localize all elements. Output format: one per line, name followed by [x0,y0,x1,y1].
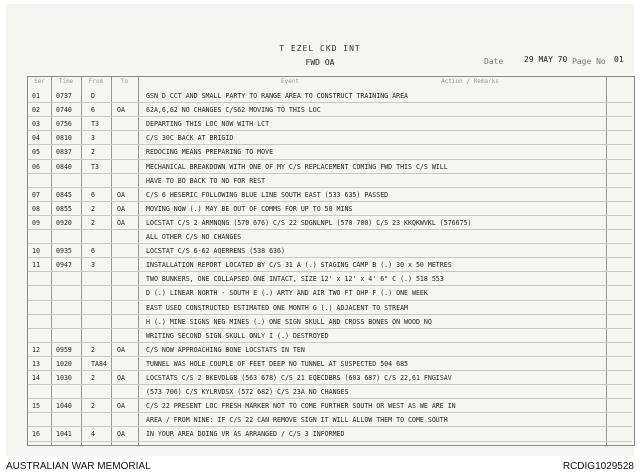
log-ser: 16 [32,430,40,439]
log-entry-text: LOCSTAT C/S 2 ARMNQNG (570 676) C/S 22 SDGNLNPL (570 700) C/S 23 KKQKWVKL (576675) [146,218,472,227]
log-entry-text: TUNNEL WAS HOLE COUPLE OF FEET DEEP NO TUNNEL AT SUSPECTED 504 685 [146,359,409,368]
log-from: 2 [91,204,95,213]
log-entry-text: INSTALLATION REPORT LOCATED BY C/S 31 A (.) STAGING CAMP B (.) 30 x 50 METRES [146,261,452,270]
log-entry-text: C/S 22 PRESENT LOC FRESH MARKER NOT TO COME FURTHER SOUTH OR WEST AS WE ARE IN [146,402,456,411]
row-rule [28,426,632,427]
log-ser: 15 [32,402,40,411]
col-header-from: From [88,78,104,85]
log-ser: 13 [32,359,40,368]
archive-credit: AUSTRALIAN WAR MEMORIAL [6,461,151,472]
log-entry-text: 62A,6,62 NO CHANGES C/S62 MOVING TO THIS LOC [146,106,321,115]
row-rule [28,144,632,145]
log-to: OA [117,190,125,199]
log-ser: 04 [32,134,40,143]
log-ser: 05 [32,148,40,157]
log-to: OA [117,374,125,382]
unit-name: FWD OA [305,58,335,67]
log-from: 2 [91,374,95,382]
log-from: 6 [91,106,95,115]
log-time: 1041 [56,430,72,439]
log-ser: 14 [32,374,40,382]
log-ser: 07 [32,190,40,199]
log-to: OA [117,106,125,115]
row-rule [28,257,632,258]
log-from: 2 [91,345,95,354]
log-time: 0840 [56,162,72,171]
log-from: 3 [91,261,95,270]
log-time: 0810 [56,134,72,143]
column-divider [606,77,607,445]
row-rule [28,356,632,357]
column-divider [138,77,139,445]
log-entry-text: MECHANICAL BREAKDOWN WITH ONE OF MY C/S REPLACEMENT COMING FWD THIS C/S WILL [146,162,448,171]
log-time: 0740 [56,106,72,115]
log-ser: 03 [32,120,40,129]
column-divider [51,77,52,445]
log-entry-text: C/S 6 HESERIC FOLLOWING BLUE LINE SOUTH EAST (533 635) PASSED [146,190,389,199]
log-entry-text: H (.) MINE SIGNS NEG MINES (.) ONE SIGN SKULL AND CROSS BONES ON WOOD NO [146,317,432,326]
log-ser: 06 [32,162,40,171]
row-rule [28,441,632,442]
row-rule [28,201,632,202]
archive-reference: RCDIG1029528 [562,461,634,472]
log-from: T3 [91,162,99,171]
row-rule [28,102,632,103]
row-rule [28,314,632,315]
log-entry-text: D (.) LINEAR NORTH - SOUTH E (.) ARTY AND AIR TWO FT OHP F (.) ONE WEEK [146,289,428,298]
log-from: 2 [91,402,95,411]
col-header-to: To [120,78,129,85]
log-time: 0920 [56,218,72,227]
log-to: OA [117,204,125,213]
log-from: 6 [91,247,95,256]
row-rule [28,173,632,174]
log-time: 1020 [56,359,72,368]
page-label: Page No [572,57,606,66]
row-rule [28,384,632,385]
row-rule [28,285,632,286]
log-time: 1040 [56,402,72,411]
log-to: OA [117,218,125,227]
col-header-remarks: Action / Remarks [441,78,499,85]
log-entry-text: MOVING NOW (.) MAY BE OUT OF COMMS FOR UP TO 50 MINS [146,204,353,213]
row-rule [28,116,632,117]
log-entry-text: LOCSTAT C/S 6-62 AQERRENS (538 636) [146,247,285,256]
log-time: 0845 [56,190,72,199]
log-to: OA [117,345,125,354]
row-rule [28,271,632,272]
log-ser: 10 [32,247,40,256]
log-ser: 01 [32,92,40,100]
log-from: 2 [91,218,95,227]
log-entry-text: WRITING SECOND SIGN SKULL ONLY I (.) DESTROYED [146,331,329,340]
col-header-event: Event [280,78,300,85]
column-divider [81,77,82,445]
log-time: 0935 [56,247,72,256]
row-rule [28,215,632,216]
row-rule [28,300,632,301]
log-from: D [91,92,95,100]
column-divider [111,77,112,445]
log-from: 3 [91,134,95,143]
log-entry-text: TWO BUNKERS, ONE COLLAPSED ONE INTACT, SIZE 12' x 12' x 4' 6" C (.) 518 553 [146,275,444,284]
row-rule [28,412,632,413]
page-number: 01 [614,55,624,64]
log-date: 29 MAY 70 [524,55,568,64]
log-entry-text: C/S 30C BACK AT BRIGID [146,134,234,143]
log-from: T3 [91,120,99,129]
log-entry-text: (573 706) C/S KYLRVDSX (572 682) C/S 23A NO CHANGES [146,388,349,397]
log-to: OA [117,402,125,411]
log-time: 1030 [56,374,72,382]
log-time: 0947 [56,261,72,270]
log-entry-text: IN YOUR AREA DOING VR AS ARRANGED / C/S 3 INFORMED [146,430,345,439]
log-time: 0855 [56,204,72,213]
log-ser: 12 [32,345,40,354]
row-rule [28,328,632,329]
log-entry-text: ALL OTHER C/S NO CHANGES [146,233,242,241]
log-entry-text: GSN D CCT AND SMALL PARTY TO RANGE AREA TO CONSTRUCT TRAINING AREA [146,92,409,100]
log-ser: 11 [32,261,40,270]
row-rule [28,229,632,230]
log-entry-text: AREA / FROM NINE: IF C/S 22 CAN REMOVE SIGN IT WILL ALLOW THEM TO COME SOUTH [146,416,448,425]
log-entry-text: HAVE TO BO BACK TO ND FOR REST [146,176,266,185]
col-header-ser: Ser [34,78,45,85]
log-time: 0737 [56,92,72,100]
log-time: 0756 [56,120,72,129]
row-rule [28,187,632,188]
log-entry-text: LOCSTATS C/S 2 BKEVDLGB (563 678) C/S 21 EQECDBRS (603 687) C/S 22,61 FNGISAV [146,374,452,382]
log-entry-text: EAST USED CONSTRUCTED ESTIMATED ONE MONTH G (.) ADJACENT TO STREAM [146,303,409,312]
classification-stamp: T EZEL CKD INT [279,44,361,53]
log-ser: 02 [32,106,40,115]
row-rule [28,159,632,160]
date-label: Date [484,57,504,66]
log-entry-text: DEPARTING THIS LOC NOW WITH LCT [146,120,270,129]
row-rule [28,243,632,244]
log-entry-text: REDOCING MEANS PREPARING TO MOVE [146,148,274,157]
log-from: 6 [91,190,95,199]
log-from: 2 [91,148,95,157]
log-time: 0837 [56,148,72,157]
log-from: TA84 [91,359,107,368]
row-rule [28,370,632,371]
log-to: OA [117,430,125,439]
log-entry-text: C/S NOW APPROACHING BONE LOCSTATS IN TEN [146,345,305,354]
row-rule [28,130,632,131]
row-rule [28,342,632,343]
col-header-time: Time [58,78,74,85]
log-time: 0959 [56,345,72,354]
log-ser: 08 [32,204,40,213]
row-rule [28,398,632,399]
log-ser: 09 [32,218,40,227]
log-from: 4 [91,430,95,439]
